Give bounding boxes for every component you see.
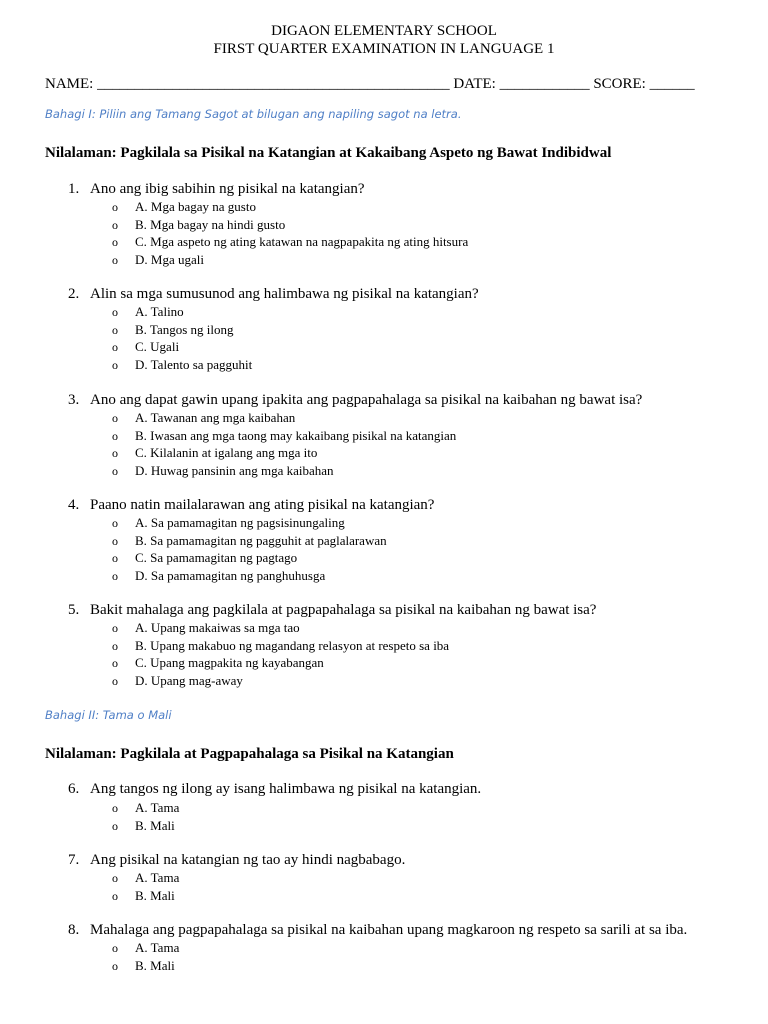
- option-text: A. Tawanan ang mga kaibahan: [135, 410, 296, 425]
- question-number: 8.: [68, 922, 80, 938]
- option-item: [112, 216, 468, 234]
- question-text: Paano natin mailalarawan ang ating pisikal na katangian?: [90, 497, 435, 513]
- question-1-options: [112, 198, 468, 268]
- option-text: B. Upang makabuo ng magandang relasyon at respeto sa iba: [135, 637, 450, 653]
- option-text: C. Sa pamamagitan ng pagtago: [135, 550, 298, 565]
- bullet-icon: o: [112, 871, 118, 885]
- question-number: 3.: [68, 392, 80, 408]
- question-1: [68, 181, 365, 198]
- option-item: [112, 233, 468, 251]
- bullet-icon: o: [112, 958, 118, 973]
- question-2: [68, 286, 479, 303]
- option-item: [112, 321, 252, 339]
- option-item: [112, 549, 387, 567]
- option-item: [112, 869, 179, 887]
- option-item: [112, 532, 387, 550]
- option-item: [112, 619, 449, 637]
- bullet-icon: o: [112, 941, 118, 955]
- option-text: D. Sa pamamagitan ng panghuhusga: [135, 567, 326, 583]
- option-item: [112, 338, 252, 356]
- option-text: C. Mga aspeto ng ating katawan na nagpapakita ng ating hitsura: [135, 234, 469, 249]
- option-text: B. Tangos ng ilong: [135, 321, 234, 337]
- option-item: [112, 198, 468, 216]
- exam-header: [0, 22, 768, 58]
- question-number: 7.: [68, 852, 80, 868]
- question-number: 4.: [68, 497, 80, 513]
- question-5-options: [112, 619, 449, 689]
- question-3: [68, 392, 642, 409]
- question-number: 1.: [68, 181, 80, 197]
- option-text: A. Talino: [135, 304, 184, 319]
- question-8: [68, 922, 687, 939]
- option-item: [112, 817, 179, 835]
- bullet-icon: o: [112, 446, 118, 460]
- option-item: [112, 444, 456, 462]
- option-item: [112, 939, 179, 957]
- part2-topic: Nilalaman: Pagkilala at Pagpapahalaga sa Pisikal na Katangian: [45, 746, 454, 762]
- question-2-options: [112, 303, 252, 373]
- bullet-icon: o: [112, 305, 118, 319]
- bullet-icon: o: [112, 551, 118, 565]
- question-3-options: [112, 409, 456, 479]
- option-item: [112, 672, 449, 690]
- option-item: [112, 303, 252, 321]
- option-item: [112, 409, 456, 427]
- option-text: C. Upang magpakita ng kayabangan: [135, 655, 324, 670]
- exam-title: FIRST QUARTER EXAMINATION IN LANGUAGE 1: [213, 41, 555, 57]
- school-name: DIGAON ELEMENTARY SCHOOL: [271, 23, 497, 39]
- bullet-icon: o: [112, 252, 118, 267]
- question-number: 5.: [68, 602, 80, 618]
- part2-instruction: Bahagi II: Tama o Mali: [45, 708, 172, 722]
- question-5: [68, 602, 596, 619]
- bullet-icon: o: [112, 217, 118, 232]
- question-text: Ang pisikal na katangian ng tao ay hindi nagbabago.: [90, 852, 406, 868]
- bullet-icon: o: [112, 656, 118, 670]
- name-date-score-line: NAME: _______________________________________________ DATE: ____________ SCORE: ______: [45, 76, 695, 92]
- question-8-options: [112, 939, 179, 974]
- question-text: Alin sa mga sumusunod ang halimbawa ng pisikal na katangian?: [90, 286, 479, 302]
- option-text: A. Tama: [135, 940, 180, 955]
- option-text: D. Talento sa pagguhit: [135, 356, 253, 372]
- bullet-icon: o: [112, 516, 118, 530]
- option-item: [112, 251, 468, 269]
- option-text: B. Sa pamamagitan ng pagguhit at paglalarawan: [135, 532, 387, 548]
- question-text: Ano ang ibig sabihin ng pisikal na katangian?: [90, 181, 365, 197]
- part1-topic: Nilalaman: Pagkilala sa Pisikal na Katangian at Kakaibang Aspeto ng Bawat Indibidwal: [45, 145, 612, 161]
- question-number: 6.: [68, 781, 80, 797]
- question-number: 2.: [68, 286, 80, 302]
- option-item: [112, 462, 456, 480]
- bullet-icon: o: [112, 888, 118, 903]
- question-4: [68, 497, 434, 514]
- bullet-icon: o: [112, 673, 118, 688]
- bullet-icon: o: [112, 200, 118, 214]
- option-text: D. Upang mag-away: [135, 672, 243, 688]
- question-7: [68, 852, 405, 869]
- option-text: A. Tama: [135, 800, 180, 815]
- bullet-icon: o: [112, 235, 118, 249]
- bullet-icon: o: [112, 411, 118, 425]
- option-item: [112, 637, 449, 655]
- question-7-options: [112, 869, 179, 904]
- question-text: Ano ang dapat gawin upang ipakita ang pagpapahalaga sa pisikal na kaibahan ng bawat isa?: [90, 392, 643, 408]
- option-text: A. Upang makaiwas sa mga tao: [135, 620, 300, 635]
- option-item: [112, 567, 387, 585]
- option-item: [112, 514, 387, 532]
- option-item: [112, 957, 179, 975]
- question-4-options: [112, 514, 387, 584]
- question-text: Bakit mahalaga ang pagkilala at pagpapahalaga sa pisikal na kaibahan ng bawat isa?: [90, 602, 597, 618]
- bullet-icon: o: [112, 463, 118, 478]
- bullet-icon: o: [112, 322, 118, 337]
- option-text: A. Sa pamamagitan ng pagsisinungaling: [135, 515, 345, 530]
- option-text: D. Mga ugali: [135, 251, 204, 267]
- bullet-icon: o: [112, 621, 118, 635]
- option-text: B. Mali: [135, 887, 175, 903]
- bullet-icon: o: [112, 568, 118, 583]
- option-text: C. Ugali: [135, 339, 180, 354]
- option-item: [112, 887, 179, 905]
- bullet-icon: o: [112, 638, 118, 653]
- question-text: Ang tangos ng ilong ay isang halimbawa ng pisikal na katangian.: [90, 781, 482, 797]
- option-item: [112, 356, 252, 374]
- part1-instruction: Bahagi I: Piliin ang Tamang Sagot at bilugan ang napiling sagot na letra.: [45, 107, 462, 121]
- option-text: B. Mali: [135, 957, 175, 973]
- option-item: [112, 799, 179, 817]
- option-text: A. Tama: [135, 870, 180, 885]
- bullet-icon: o: [112, 428, 118, 443]
- question-6: [68, 781, 481, 798]
- option-text: B. Mga bagay na hindi gusto: [135, 216, 286, 232]
- bullet-icon: o: [112, 533, 118, 548]
- option-text: B. Iwasan ang mga taong may kakaibang pisikal na katangian: [135, 427, 457, 443]
- option-text: C. Kilalanin at igalang ang mga ito: [135, 445, 318, 460]
- bullet-icon: o: [112, 801, 118, 815]
- question-6-options: [112, 799, 179, 834]
- option-item: [112, 654, 449, 672]
- option-item: [112, 427, 456, 445]
- bullet-icon: o: [112, 818, 118, 833]
- question-text: Mahalaga ang pagpapahalaga sa pisikal na kaibahan upang magkaroon ng respeto sa sarili at sa iba.: [90, 922, 688, 938]
- option-text: B. Mali: [135, 817, 175, 833]
- option-text: D. Huwag pansinin ang mga kaibahan: [135, 462, 334, 478]
- bullet-icon: o: [112, 340, 118, 354]
- option-text: A. Mga bagay na gusto: [135, 199, 256, 214]
- bullet-icon: o: [112, 357, 118, 372]
